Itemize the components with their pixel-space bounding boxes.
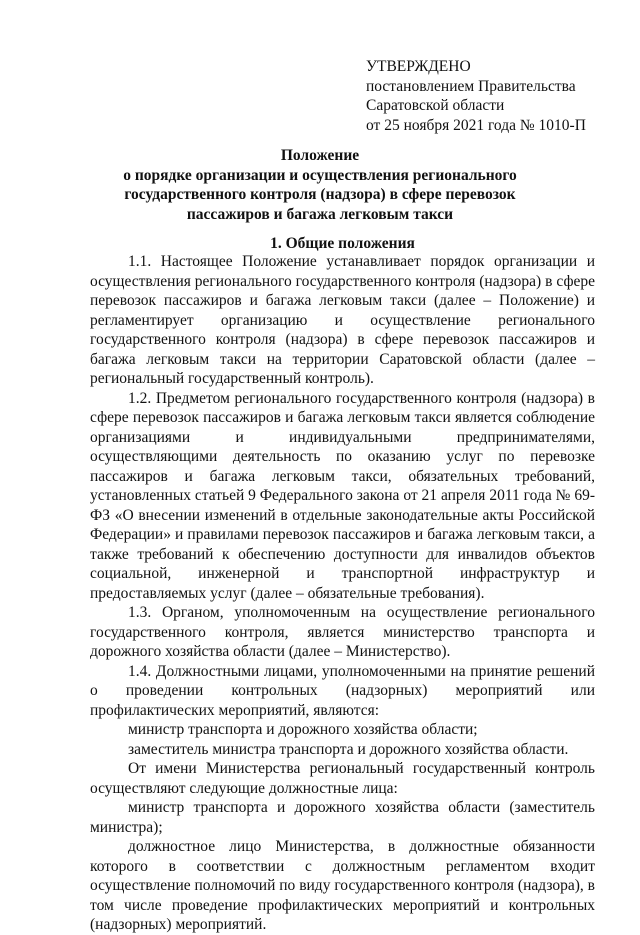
section-heading: 1. Общие положения: [270, 235, 415, 252]
paragraph: От имени Министерства региональный государственный контроль осуществляют следующие должностные лица:: [90, 760, 595, 797]
paragraph: 1.2. Предметом регионального государственного контроля (надзора) в сфере перевозок пассажиров и багажа легковым такси является соблюдение организациями и индивидуальными предпринимателями, осуществляющими деятельность по оказанию услуг по перевозке пассажиров и багажа легковым такси, обязательных требований, установленных статьей 9 Федерального закона от 21 апреля 2011 года № 69-ФЗ «О внесении изменений в отдельные законодательные акты Российской Федерации» и правилами перевозок пассажиров и багажа легковым такси, а также требований к обеспечению доступности для инвалидов объектов социальной, инженерной и транспортной инфраструктур и предоставляемых услуг (далее – обязательные требования).: [90, 389, 595, 602]
list-item: должностное лицо Министерства, в должностные обязанности которого в соответствии с должностным регламентом входит осуществление полномочий по виду государственного контроля (надзора), в том числе проведение профилактических мероприятий и контрольных (надзорных) мероприятий.: [90, 838, 595, 933]
title-line: Положение: [280, 147, 360, 164]
document-title: [95, 146, 545, 224]
paragraph: 1.3. Органом, уполномоченным на осуществление регионального государственного контроля, является министерство транспорта и дорожного хозяйства области (далее – Министерство).: [90, 604, 595, 660]
approval-line: постановлением Правительства: [366, 77, 576, 95]
approval-stamp: [366, 57, 586, 135]
approval-line: Саратовской области: [366, 97, 505, 114]
title-line: государственного контроля (надзора) в сфере перевозок: [124, 186, 516, 203]
paragraph: 1.4. Должностными лицами, уполномоченными на принятие решений о проведении контрольных (надзорных) мероприятий или профилактических мероприятий, являются:: [90, 662, 595, 719]
title-line: о порядке организации и осуществления регионального: [123, 166, 517, 184]
list-item: заместитель министра транспорта и дорожного хозяйства области.: [128, 740, 569, 758]
list-item: министр транспорта и дорожного хозяйства области;: [128, 721, 478, 738]
document-body: [90, 252, 595, 935]
approval-date: от 25 ноября 2021 года № 1010-П: [366, 116, 586, 134]
list-item: министр транспорта и дорожного хозяйства области (заместитель министра);: [90, 799, 595, 836]
paragraph: 1.1. Настоящее Положение устанавливает порядок организации и осуществления регионального государственного контроля (надзора) в сфере перевозок пассажиров и багажа легковым такси (далее – Положение) и регламентирует организацию и осуществление регионального государственного контроля (надзора) в сфере перевозок пассажиров и багажа легковым такси на территории Саратовской области (далее – региональный государственный контроль).: [90, 253, 595, 387]
title-line: пассажиров и багажа легковым такси: [186, 205, 454, 223]
approval-heading: УТВЕРЖДЕНО: [366, 58, 471, 75]
